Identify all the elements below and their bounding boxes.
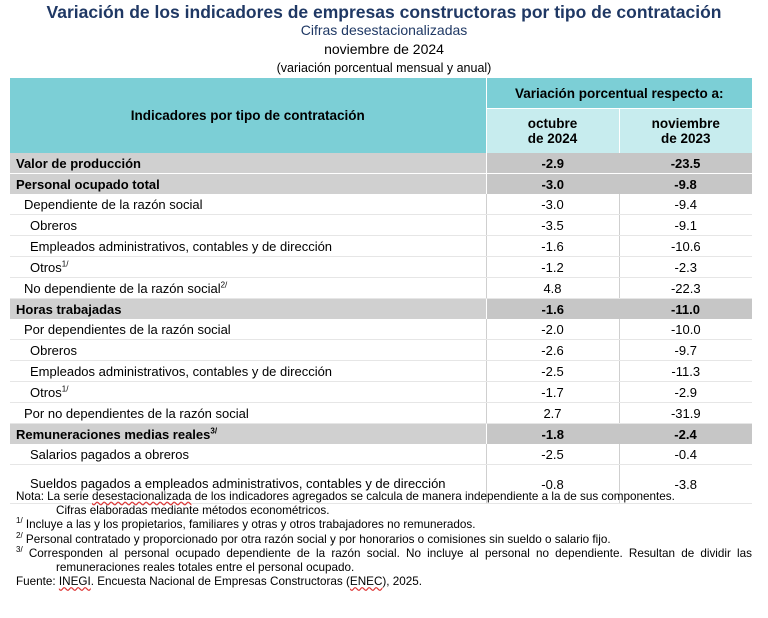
- row-label: Sueldos pagados a empleados administrativos, contables y de dirección: [10, 465, 486, 504]
- table-row: [10, 257, 752, 278]
- monthly-value: -2.6: [486, 340, 619, 361]
- indicators-column-header: Indicadores por tipo de contratación: [10, 78, 486, 153]
- document-subtitle: Cifras desestacionalizadas: [300, 22, 468, 38]
- table-row: [10, 403, 752, 424]
- monthly-value: -3.0: [486, 174, 619, 195]
- table-row: [10, 153, 752, 174]
- annual-value: -22.3: [619, 278, 752, 299]
- row-label: Por dependientes de la razón social: [10, 319, 486, 340]
- footnotes: [16, 490, 752, 589]
- table-row: [10, 236, 752, 257]
- table-row: [10, 174, 752, 195]
- annual-value: -11.0: [619, 299, 752, 320]
- row-label: Remuneraciones medias reales$^{3/}$: [10, 424, 486, 445]
- annual-value: -0.4: [619, 444, 752, 465]
- monthly-value: -2.5: [486, 444, 619, 465]
- row-label: Otros$^{1/}$: [10, 257, 486, 278]
- monthly-value: -1.6: [486, 299, 619, 320]
- footnote-2: $^{2/}$ Personal contratado y proporcionado por otra razón social y por honorarios o comisiones sin sueldo o salario fijo.: [16, 530, 611, 546]
- monthly-value: -1.8: [486, 424, 619, 445]
- table-row: [10, 424, 752, 445]
- row-label: Valor de producción: [10, 153, 486, 174]
- monthly-value: -2.0: [486, 319, 619, 340]
- annual-value: -3.8: [619, 465, 752, 504]
- annual-value: -23.5: [619, 153, 752, 174]
- row-label: Otros$^{1/}$: [10, 382, 486, 403]
- variation-group-header: Variación porcentual respecto a:: [486, 78, 752, 109]
- annual-value: -9.1: [619, 215, 752, 236]
- annual-value: -10.0: [619, 319, 752, 340]
- annual-value: -2.3: [619, 257, 752, 278]
- note-seasonal: Nota: La serie desestacionalizada de los indicadores agregados se calcula de manera independiente a la de sus componentes.: [16, 490, 675, 503]
- table-row: [10, 215, 752, 236]
- annual-value: -10.6: [619, 236, 752, 257]
- monthly-value: -1.2: [486, 257, 619, 278]
- row-label: Dependiente de la razón social: [10, 194, 486, 215]
- document-note: (variación porcentual mensual y anual): [276, 61, 492, 75]
- row-label: Personal ocupado total: [10, 174, 486, 195]
- row-label: Horas trabajadas: [10, 299, 486, 320]
- annual-value: -11.3: [619, 361, 752, 382]
- document-period: noviembre de 2024: [324, 41, 444, 57]
- row-label: Empleados administrativos, contables y de dirección: [10, 236, 486, 257]
- monthly-column-header: octubre de 2024: [486, 109, 619, 154]
- row-label: Obreros: [10, 215, 486, 236]
- footnote-ref: 2/: [220, 280, 228, 290]
- annual-column-header: noviembre de 2023: [619, 109, 752, 154]
- source-note: Fuente: INEGI. Encuesta Nacional de Empresas Constructoras (ENEC), 2025.: [16, 575, 423, 589]
- note-methods: Cifras elaboradas mediante métodos econométricos.: [56, 504, 330, 518]
- row-label: No dependiente de la razón social$^{2/}$: [10, 278, 486, 299]
- annual-value: -9.8: [619, 174, 752, 195]
- row-label: Obreros: [10, 340, 486, 361]
- annual-value: -2.9: [619, 382, 752, 403]
- monthly-value: -3.0: [486, 194, 619, 215]
- annual-value: -2.4: [619, 424, 752, 445]
- row-label: Empleados administrativos, contables y de dirección: [10, 361, 486, 382]
- annual-value: -31.9: [619, 403, 752, 424]
- table-row: [10, 278, 752, 299]
- table-row: [10, 361, 752, 382]
- monthly-value: -2.9: [486, 153, 619, 174]
- footnote-ref: 1/: [61, 384, 69, 394]
- monthly-value: -3.5: [486, 215, 619, 236]
- annual-value: -9.4: [619, 194, 752, 215]
- document-title: Variación de los indicadores de empresas constructoras por tipo de contratación: [46, 2, 722, 22]
- table-row: [10, 382, 752, 403]
- monthly-value: -1.7: [486, 382, 619, 403]
- monthly-value: 4.8: [486, 278, 619, 299]
- monthly-value: 2.7: [486, 403, 619, 424]
- table-row: [10, 340, 752, 361]
- annual-value: -9.7: [619, 340, 752, 361]
- table-row: [10, 194, 752, 215]
- monthly-value: -0.8: [486, 465, 619, 504]
- footnote-ref: 1/: [61, 259, 69, 269]
- footnote-1: $^{1/}$ Incluye a las y los propietarios, familiares y otras y otros trabajadores no remunerados.: [16, 516, 476, 532]
- monthly-value: -1.6: [486, 236, 619, 257]
- row-label: Por no dependientes de la razón social: [10, 403, 486, 424]
- row-label: Salarios pagados a obreros: [10, 444, 486, 465]
- table-row: [10, 319, 752, 340]
- indicators-table: [10, 78, 752, 504]
- monthly-value: -2.5: [486, 361, 619, 382]
- footnote-3: $^{3/}$ Corresponden al personal ocupado dependiente de la razón social. No incluye al personal no dependiente. Resultan de dividir las remuneraciones reales totales entre el personal ocupado.: [16, 544, 752, 575]
- table-row: [10, 444, 752, 465]
- footnote-ref: 3/: [210, 426, 218, 436]
- table-row: [10, 299, 752, 320]
